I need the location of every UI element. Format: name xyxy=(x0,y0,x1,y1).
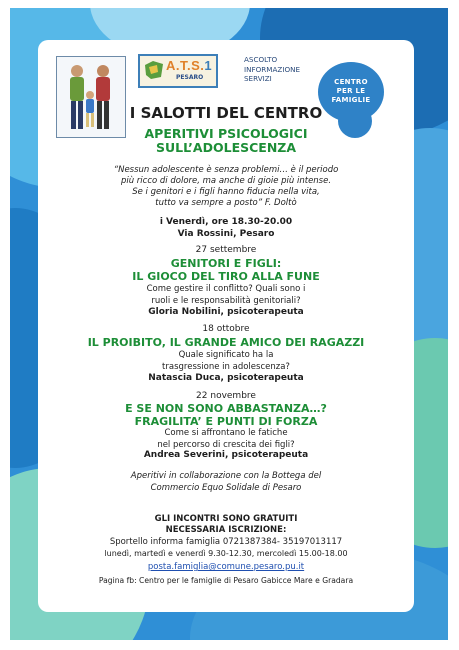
map-icon xyxy=(143,59,165,81)
event-question: Come si affrontano le fatiche nel percorso di crescita dei figli? xyxy=(157,428,295,450)
ats-logo xyxy=(138,54,218,88)
event-question: Quale significato ha la trasgressione in adolescenza? xyxy=(162,350,290,372)
dolto-quote: “Nessun adolescente è senza problemi… è il periodo più ricco di dolore, ma anche di gioie più intense. Se i genitori e i figli hanno fiducia nella vita, tutto va sempre a posto” F. Doltò xyxy=(113,165,339,208)
event-speaker: Gloria Nobilini, psicoterapeuta xyxy=(148,307,304,317)
event-speaker: Natascia Duca, psicoterapeuta xyxy=(148,373,304,383)
free-entry-notice: GLI INCONTRI SONO GRATUITI NECESSARIA ISCRIZIONE: xyxy=(154,514,298,535)
event-title: E SE NON SONO ABBASTANZA…? FRAGILITA’ E PUNTI DI FORZA xyxy=(125,402,327,428)
centro-famiglie-text: CENTRO PER LE FAMIGLIE xyxy=(331,78,371,104)
main-title: I SALOTTI DEL CENTRO xyxy=(129,104,323,122)
phone-info: Sportello informa famiglia 0721387384- 35197013117 xyxy=(109,537,343,547)
collaboration-note: Aperitivi in collaborazione con la Bottega del Commercio Equo Solidale di Pesaro xyxy=(130,471,322,493)
ats-logo-text: A.T.S.1 xyxy=(166,58,213,73)
family-photo xyxy=(56,56,126,138)
ats-logo-sub: PESARO xyxy=(176,74,204,81)
event-date: 18 ottobre xyxy=(202,324,250,334)
subtitle: APERITIVI PSICOLOGICI SULL’ADOLESCENZA xyxy=(144,126,308,155)
opening-hours: lunedì, martedì e venerdì 9.30-12.30, mercoledì 15.00-18.00 xyxy=(104,549,348,558)
event-date: 22 novembre xyxy=(196,391,256,401)
event-question: Come gestire il conflitto? Quali sono i ruoli e le responsabilità genitoriali? xyxy=(146,284,306,306)
event-speaker: Andrea Severini, psicoterapeuta xyxy=(143,450,309,460)
event-date: 27 settembre xyxy=(195,245,257,255)
event-title: GENITORI E FIGLI: IL GIOCO DEL TIRO ALLA FUNE xyxy=(132,257,320,283)
email-link[interactable]: posta.famiglia@comune.pesaro.pu.it xyxy=(147,562,305,572)
event-title: IL PROIBITO, IL GRANDE AMICO DEI RAGAZZI xyxy=(87,336,365,349)
schedule: i Venerdì, ore 18.30-20.00 Via Rossini, Pesaro xyxy=(159,217,293,239)
ascolto-informazione-servizi: ASCOLTO INFORMAZIONE SERVIZI xyxy=(244,55,301,83)
facebook-page: Pagina fb: Centro per le famiglie di Pesaro Gabicce Mare e Gradara xyxy=(98,576,354,585)
